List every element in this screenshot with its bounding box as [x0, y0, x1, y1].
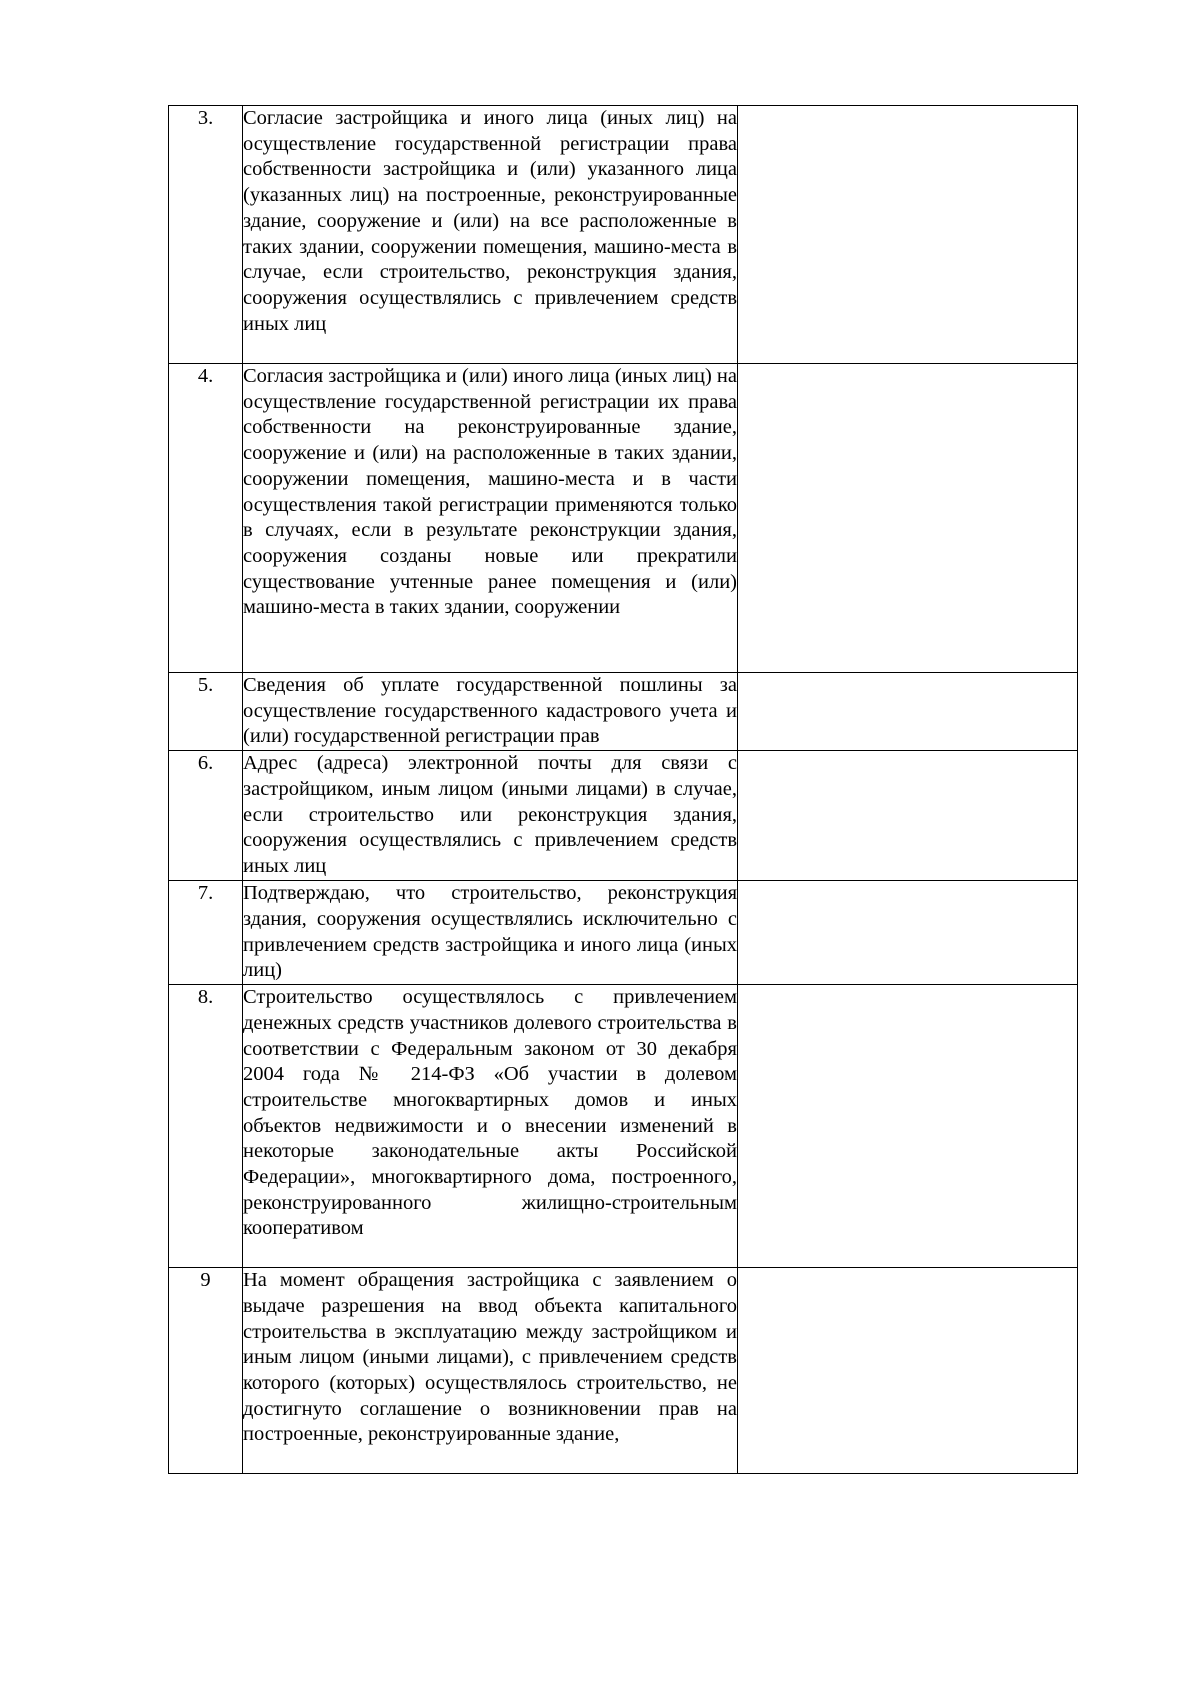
- row-number: 8.: [169, 985, 243, 1268]
- row-number: 5.: [169, 673, 243, 751]
- row-value-cell[interactable]: [738, 673, 1078, 751]
- table-row: [169, 1268, 1078, 1474]
- row-description: На момент обращения застройщика с заявлением о выдаче разрешения на ввод объекта капитального строительства в эксплуатацию между застройщиком и иным лицом (иными лицами), с привлечением средств которого (которых) осуществлялось строительство, не достигнуто соглашение о возникновении прав на построенные, реконструированные здание,: [243, 1268, 738, 1474]
- table-row: [169, 881, 1078, 985]
- row-value-cell[interactable]: [738, 881, 1078, 985]
- row-description: Адрес (адреса) электронной почты для связи с застройщиком, иным лицом (иными лицами) в случае, если строительство или реконструкция здания, сооружения осуществлялись с привлечением средств иных лиц: [243, 751, 738, 881]
- row-value-cell[interactable]: [738, 751, 1078, 881]
- table-row: [169, 673, 1078, 751]
- row-value-cell[interactable]: [738, 1268, 1078, 1474]
- table-row: [169, 364, 1078, 673]
- row-description: Согласия застройщика и (или) иного лица (иных лиц) на осуществление государственной регистрации их права собственности на реконструированные здание, сооружение и (или) на расположенные в таких здании, сооружении помещения, машино-места и в части осуществления такой регистрации применяются только в случаях, если в результате реконструкции здания, сооружения созданы новые или прекратили существование учтенные ранее помещения и (или) машино-места в таких здании, сооружении: [243, 364, 738, 673]
- row-value-cell[interactable]: [738, 364, 1078, 673]
- row-number: 3.: [169, 106, 243, 364]
- row-description: Согласие застройщика и иного лица (иных лиц) на осуществление государственной регистрации права собственности застройщика и (или) указанного лица (указанных лиц) на построенные, реконструированные здание, сооружение и (или) на все расположенные в таких здании, сооружении помещения, машино-места в случае, если строительство, реконструкция здания, сооружения осуществлялись с привлечением средств иных лиц: [243, 106, 738, 364]
- table-row: [169, 985, 1078, 1268]
- row-value-cell[interactable]: [738, 985, 1078, 1268]
- table-row: [169, 751, 1078, 881]
- form-table: [168, 105, 1078, 1474]
- row-number: 4.: [169, 364, 243, 673]
- row-value-cell[interactable]: [738, 106, 1078, 364]
- row-description: Подтверждаю, что строительство, реконструкция здания, сооружения осуществлялись исключительно с привлечением средств застройщика и иного лица (иных лиц): [243, 881, 738, 985]
- row-description: Строительство осуществлялось с привлечением денежных средств участников долевого строительства в соответствии с Федеральным законом от 30 декабря 2004 года № 214-ФЗ «Об участии в долевом строительстве многоквартирных домов и иных объектов недвижимости и о внесении изменений в некоторые законодательные акты Российской Федерации», многоквартирного дома, построенного, реконструированного жилищно-строительным кооперативом: [243, 985, 738, 1268]
- row-description: Сведения об уплате государственной пошлины за осуществление государственного кадастрового учета и (или) государственной регистрации прав: [243, 673, 738, 751]
- row-number: 7.: [169, 881, 243, 985]
- row-number: 6.: [169, 751, 243, 881]
- row-number: 9: [169, 1268, 243, 1474]
- table-row: [169, 106, 1078, 364]
